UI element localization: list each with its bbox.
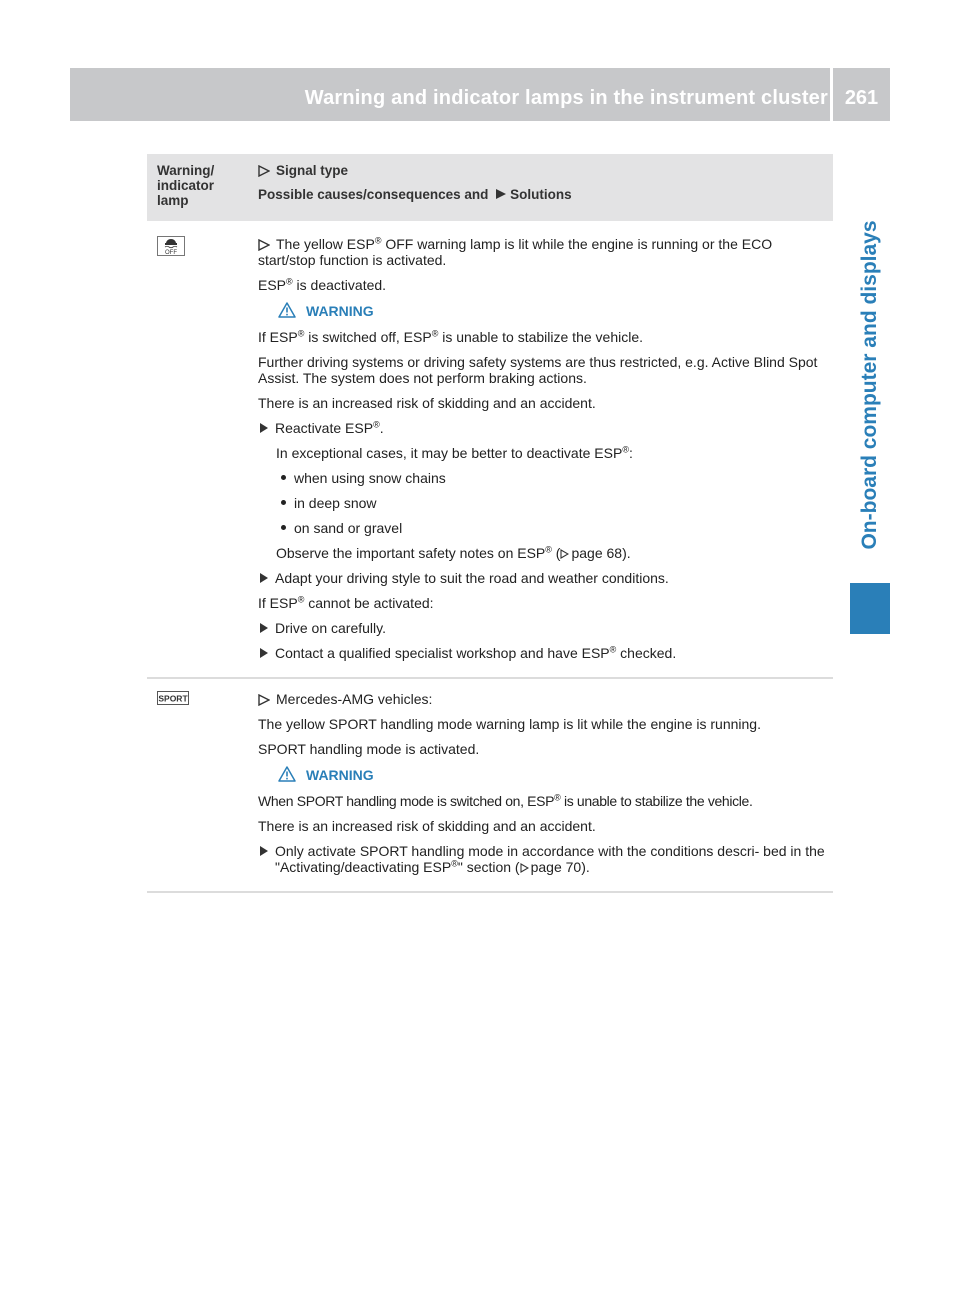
header-solutions-label: Solutions: [510, 187, 572, 202]
action-step: Drive on carefully.: [258, 620, 829, 636]
action-arrow-icon: [495, 188, 507, 200]
warning-text: If ESP® is switched off, ESP® is unable to stabilize the vehicle.: [258, 328, 644, 345]
header-signal-label: Signal type: [276, 163, 349, 178]
action-arrow-icon: [260, 648, 268, 658]
table-row-sport: [147, 679, 833, 893]
page-title: Warning and indicator lamps in the instrument cluster: [304, 87, 828, 109]
action-step: Only activate SPORT handling mode in accordance with the conditions descri- bed in the "Activating/deactivating ESP®" section ( page 70).: [258, 843, 829, 875]
page-header: [70, 68, 890, 121]
sport-icon: [157, 691, 189, 705]
warning-triangle-icon: [278, 766, 296, 782]
page-ref-triangle-icon: [560, 549, 569, 559]
warning-lamp-table: [147, 154, 833, 893]
warning-heading: WARNING: [278, 302, 829, 320]
chapter-tab: [850, 200, 890, 570]
page-ref-triangle-icon: [520, 863, 529, 873]
table-header: [147, 154, 833, 221]
action-step: Reactivate ESP®.: [258, 420, 829, 436]
note-text: In exceptional cases, it may be better to deactivate ESP®:: [276, 444, 633, 461]
list-item: when using snow chains: [258, 470, 829, 486]
page-number: 261: [844, 87, 879, 109]
consequence-text: ESP® is deactivated.: [258, 276, 387, 293]
lamp-cell: [157, 236, 247, 256]
lamp-cell: [157, 691, 247, 705]
warning-text: Further driving systems or driving safety systems are thus restricted, e.g. Active Blind Spot Assist. The system does not perform braking actions.: [258, 354, 818, 386]
signal-type-text: The yellow ESP® OFF warning lamp is lit while the engine is running or the ECO start/stop function is activated.: [258, 235, 773, 268]
signal-type-text: Mercedes-AMG vehicles:: [258, 691, 829, 707]
condition-triangle-icon: [258, 165, 270, 177]
chapter-tab-label: On-board computer and displays: [858, 220, 881, 550]
esp-off-icon: [157, 236, 185, 256]
condition-triangle-icon: [258, 239, 270, 251]
header-causes-label: Possible causes/consequences and: [258, 187, 489, 202]
list-item: in deep snow: [258, 495, 829, 511]
page-reference-text: Observe the important safety notes on ESP® ( page 68).: [276, 544, 631, 561]
condition-text: If ESP® cannot be activated:: [258, 594, 434, 611]
consequence-text: The yellow SPORT handling mode warning lamp is lit while the engine is running.: [258, 716, 761, 732]
warning-heading: WARNING: [278, 766, 829, 784]
content-cell: [258, 691, 833, 875]
warning-text: There is an increased risk of skidding and an accident.: [258, 395, 596, 411]
content-cell: [258, 236, 833, 661]
action-step: Contact a qualified specialist workshop and have ESP® checked.: [258, 645, 829, 661]
action-arrow-icon: [260, 423, 268, 433]
warning-text: There is an increased risk of skidding and an accident.: [258, 818, 596, 834]
chapter-marker-block: [850, 583, 890, 634]
header-lamp: Warning/ indicator lamp: [157, 163, 215, 208]
table-row-esp-off: [147, 221, 833, 679]
bullet-icon: [281, 500, 286, 505]
action-arrow-icon: [260, 623, 268, 633]
svg-text:SPORT: SPORT: [158, 693, 188, 704]
header-signal-type: [258, 163, 348, 178]
bullet-icon: [281, 525, 286, 530]
condition-triangle-icon: [258, 694, 270, 706]
svg-text:OFF: OFF: [165, 250, 177, 256]
bullet-icon: [281, 475, 286, 480]
header-causes-solutions: [258, 187, 572, 202]
action-arrow-icon: [260, 846, 268, 856]
action-arrow-icon: [260, 573, 268, 583]
action-step: Adapt your driving style to suit the road and weather conditions.: [258, 570, 829, 586]
warning-triangle-icon: [278, 302, 296, 318]
consequence-text: SPORT handling mode is activated.: [258, 741, 480, 757]
list-item: on sand or gravel: [258, 520, 829, 536]
warning-text: When SPORT handling mode is switched on, ESP® is unable to stabilize the vehicle.: [258, 792, 753, 809]
